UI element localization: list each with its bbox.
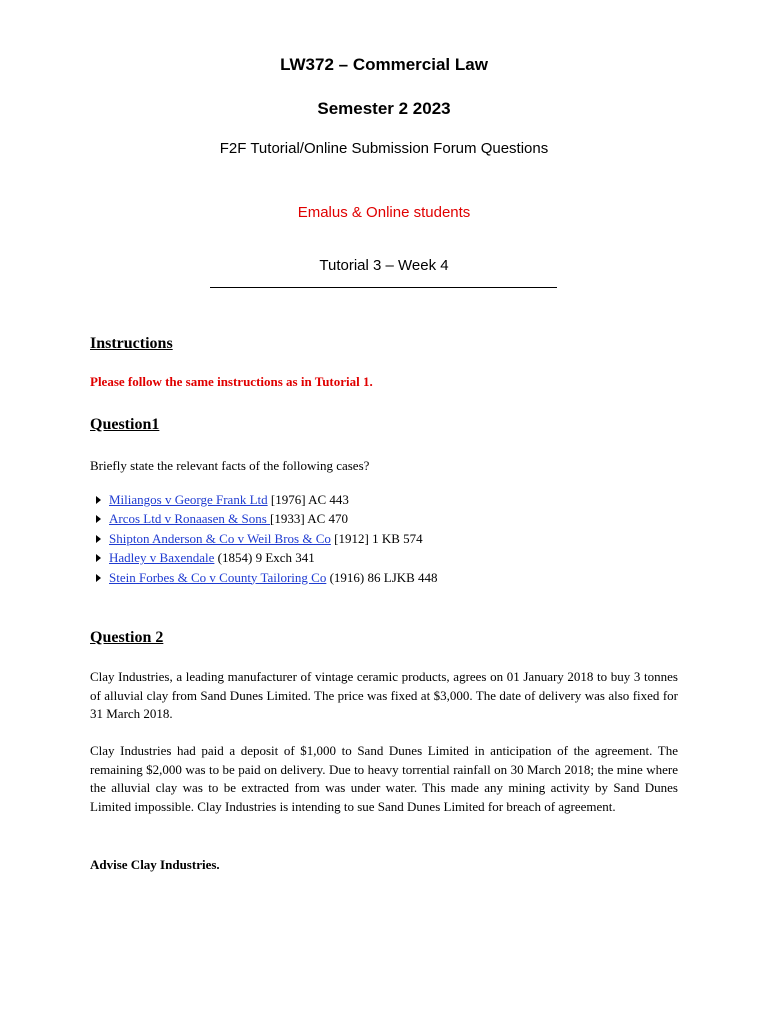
bullet-arrow-icon <box>96 574 101 582</box>
question1-heading: Question1 <box>90 416 160 433</box>
title-divider <box>210 287 557 288</box>
list-item <box>96 529 438 548</box>
list-item <box>96 509 438 528</box>
case-link[interactable]: Miliangos v George Frank Ltd <box>109 492 268 507</box>
case-citation: [1912] 1 KB 574 <box>330 530 423 546</box>
instructions-note: Please follow the same instructions as in Tutorial 1. <box>90 374 373 389</box>
advise-instruction: Advise Clay Industries. <box>90 857 220 872</box>
question2-paragraph-1: Clay Industries, a leading manufacturer of vintage ceramic products, agrees on 01 January 2018 to buy 3 tonnes of alluvial clay from Sand Dunes Limited. The price was fixed at $3,000. The date of delivery was also fixed for 31 March 2018. <box>90 669 678 721</box>
case-citation: (1916) 86 LJKB 448 <box>326 569 438 585</box>
question1-prompt: Briefly state the relevant facts of the following cases? <box>90 458 370 473</box>
semester-title: Semester 2 2023 <box>317 99 451 118</box>
case-link[interactable]: Stein Forbes & Co v County Tailoring Co <box>109 569 327 585</box>
question2-paragraph-2: Clay Industries had paid a deposit of $1,000 to Sand Dunes Limited in anticipation of the agreement. The remaining $2,000 was to be paid on delivery. Due to heavy torrential rainfall on 30 March 2018; the mine where the alluvial clay was to be extracted from was under water. This made any mining activity by Sand Dunes Limited impossible. Clay Industries is intending to sue Sand Dunes Limited for breach of agreement. <box>90 743 678 814</box>
subtitle: F2F Tutorial/Online Submission Forum Questions <box>219 140 549 157</box>
case-list <box>96 490 438 587</box>
case-link[interactable]: Hadley v Baxendale <box>109 550 215 566</box>
question2-heading: Question 2 <box>90 629 164 646</box>
bullet-arrow-icon <box>96 496 101 504</box>
tutorial-title: Tutorial 3 – Week 4 <box>319 257 449 274</box>
bullet-arrow-icon <box>96 554 101 562</box>
list-item <box>96 568 438 587</box>
case-link[interactable]: Arcos Ltd v Ronaasen & Sons <box>109 511 271 527</box>
bullet-arrow-icon <box>96 535 101 543</box>
case-citation: [1976] AC 443 <box>267 492 349 507</box>
case-link[interactable]: Shipton Anderson & Co v Weil Bros & Co <box>109 530 331 546</box>
case-citation: (1854) 9 Exch 341 <box>214 550 315 566</box>
list-item <box>96 548 438 567</box>
instructions-heading: Instructions <box>90 335 173 352</box>
list-item <box>96 490 438 509</box>
bullet-arrow-icon <box>96 515 101 523</box>
audience-label: Emalus & Online students <box>297 204 471 221</box>
course-title: LW372 – Commercial Law <box>280 55 488 74</box>
case-citation: [1933] AC 470 <box>270 511 349 527</box>
